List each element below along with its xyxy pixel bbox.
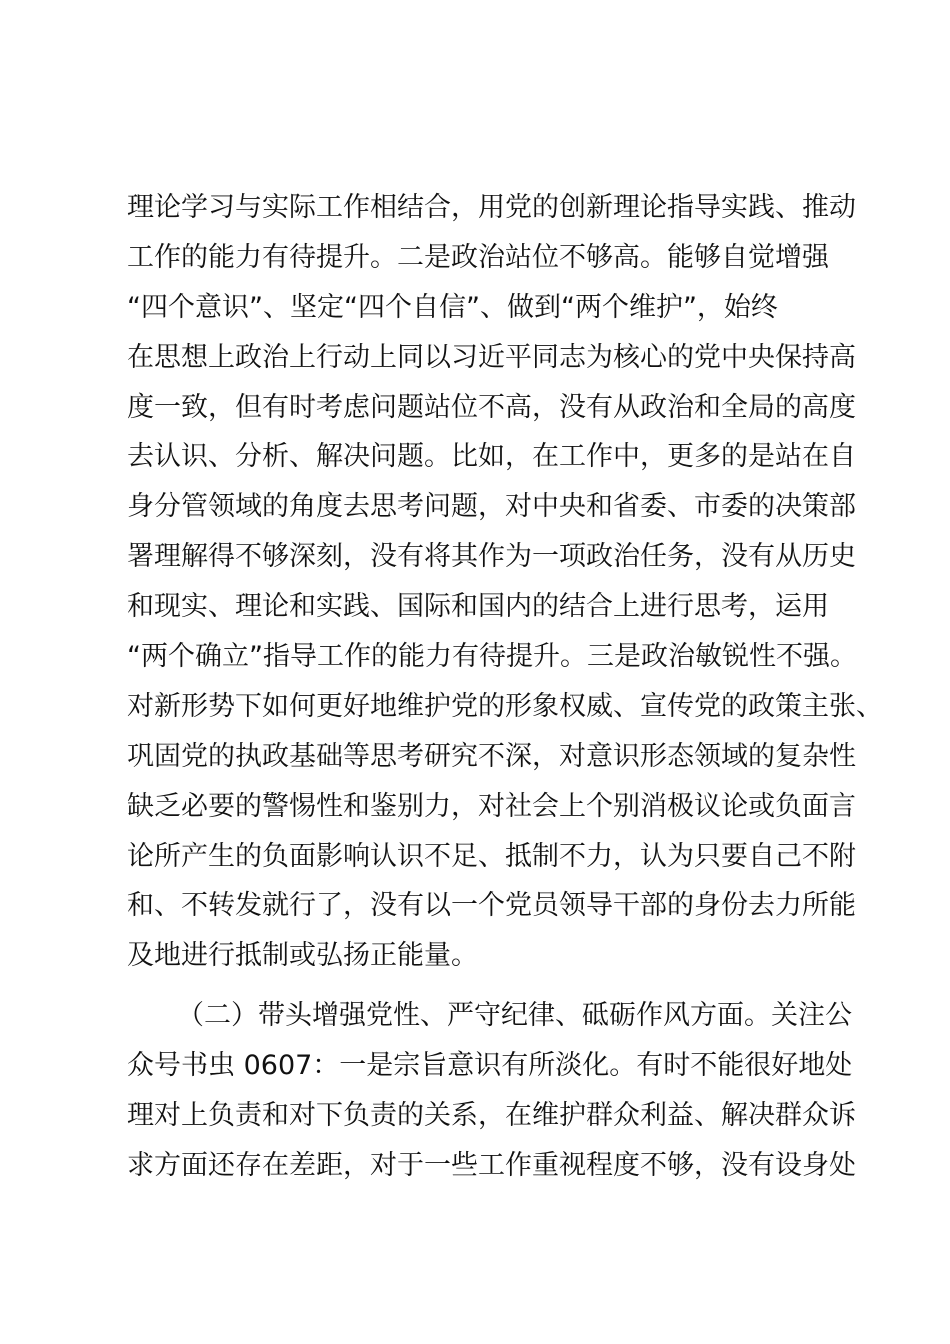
text-line: 论所产生的负面影响认识不足、抵制不力，认为只要自己不附: [127, 840, 856, 872]
text-line: （二）带头增强党性、严守纪律、砥砺作风方面。关注公: [177, 1000, 852, 1032]
text-line: “四个意识”、坚定“四个自信”、做到“两个维护”，始终: [127, 291, 778, 323]
text-line: 及地进行抵制或弘扬正能量。: [127, 940, 478, 972]
paragraph-1: [127, 183, 883, 981]
text-line: 众号书虫 0607：一是宗旨意识有所淡化。有时不能很好地处: [127, 1050, 853, 1082]
text-line: 和现实、理论和实践、国际和国内的结合上进行思考，运用: [127, 591, 829, 623]
document-body: [127, 183, 883, 1191]
text-line: 理论学习与实际工作相结合，用党的创新理论指导实践、推动: [127, 192, 856, 223]
text-line: 身分管领域的角度去思考问题，对中央和省委、市委的决策部: [127, 491, 856, 523]
text-line: 署理解得不够深刻，没有将其作为一项政治任务，没有从历史: [127, 541, 856, 573]
text-line: 求方面还存在差距，对于一些工作重视程度不够，没有设身处: [127, 1149, 856, 1181]
text-line: 在思想上政治上行动上同以习近平同志为核心的党中央保持高: [127, 341, 856, 373]
text-line: 缺乏必要的警惕性和鉴别力，对社会上个别消极议论或负面言: [127, 790, 856, 822]
text-line: 对新形势下如何更好地维护党的形象权威、宣传党的政策主张、: [127, 690, 883, 722]
paragraph-2: [127, 991, 856, 1191]
text-line: 和、不转发就行了，没有以一个党员领导干部的身份去力所能: [127, 890, 856, 922]
text-line: “两个确立”指导工作的能力有待提升。三是政治敏锐性不强。: [127, 641, 857, 673]
text-line: 度一致，但有时考虑问题站位不高，没有从政治和全局的高度: [127, 391, 856, 423]
text-line: 理对上负责和对下负责的关系，在维护群众利益、解决群众诉: [127, 1100, 856, 1132]
paragraph-spacer: [127, 981, 847, 991]
text-line: 去认识、分析、解决问题。比如，在工作中，更多的是站在自: [127, 441, 856, 473]
text-line: 工作的能力有待提升。二是政治站位不够高。能够自觉增强: [127, 241, 829, 273]
text-line: 巩固党的执政基础等思考研究不深，对意识形态领域的复杂性: [127, 740, 856, 772]
